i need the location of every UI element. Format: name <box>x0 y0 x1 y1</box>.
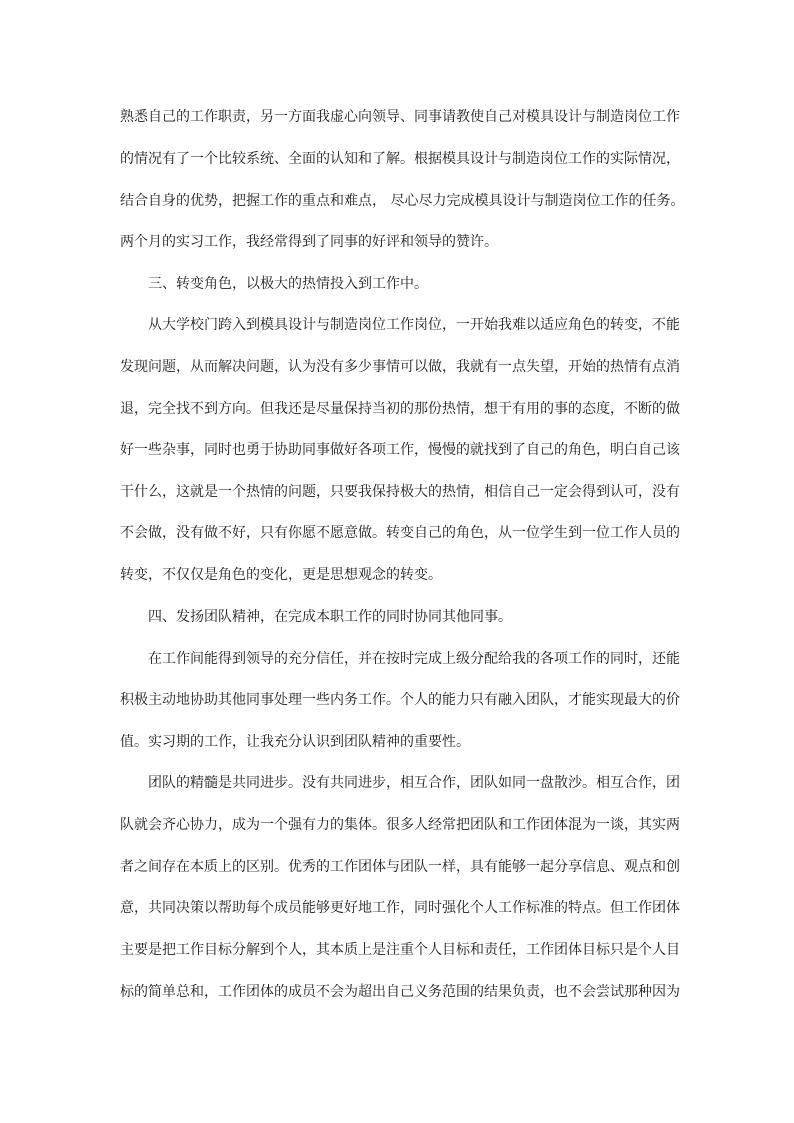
paragraph-line: 退，完全找不到方向。但我还是尽量保持当初的那份热情，想干有用的事的态度，不断的做 <box>120 401 680 417</box>
paragraph-line: 团队的精髓是共同进步。没有共同进步，相互合作，团队如同一盘散沙。相互合作，团 <box>148 775 680 791</box>
paragraph-line: 主要是把工作目标分解到个人，其本质上是注重个人目标和责任，工作团体目标只是个人目 <box>120 942 680 958</box>
paragraph-line: 干什么，这就是一个热情的问题，只要我保持极大的热情，相信自己一定会得到认可，没有 <box>120 484 680 500</box>
paragraph-line: 结合自身的优势，把握工作的重点和难点， 尽心尽力完成模具设计与制造岗位工作的任务。 <box>120 193 685 209</box>
paragraph-line: 好一些杂事，同时也勇于协助同事做好各项工作，慢慢的就找到了自己的角色，明白自己该 <box>120 442 680 458</box>
paragraph-line: 发现问题，从而解决问题，认为没有多少事情可以做，我就有一点失望，开始的热情有点消 <box>120 359 680 375</box>
paragraph-line: 意，共同决策以帮助每个成员能够更好地工作，同时强化个人工作标准的特点。但工作团体 <box>120 900 680 916</box>
paragraph-line: 积极主动地协助其他同事处理一些内务工作。个人的能力只有融入团队，才能实现最大的价 <box>120 692 680 708</box>
paragraph-line: 两个月的实习工作，我经常得到了同事的好评和领导的赞许。 <box>120 234 498 250</box>
paragraph-line: 在工作间能得到领导的充分信任，并在按时完成上级分配给我的各项工作的同时，还能 <box>148 651 680 667</box>
section-heading: 三、转变角色，以极大的热情投入到工作中。 <box>148 276 428 292</box>
paragraph-line: 熟悉自己的工作职责，另一方面我虚心向领导、同事请教使自己对模具设计与制造岗位工作 <box>120 109 680 125</box>
paragraph-line: 值。实习期的工作，让我充分认识到团队精神的重要性。 <box>120 734 470 750</box>
paragraph-line: 者之间存在本质上的区别。优秀的工作团体与团队一样，具有能够一起分享信息、观点和创 <box>120 859 680 875</box>
paragraph-line: 队就会齐心协力，成为一个强有力的集体。很多人经常把团队和工作团体混为一谈，其实两 <box>120 817 680 833</box>
paragraph-line: 转变，不仅仅是角色的变化，更是思想观念的转变。 <box>120 567 442 583</box>
paragraph-line: 从大学校门跨入到模具设计与制造岗位工作岗位，一开始我难以适应角色的转变，不能 <box>148 317 680 333</box>
paragraph-line: 的情况有了一个比较系统、全面的认知和了解。根据模具设计与制造岗位工作的实际情况， <box>120 151 680 167</box>
paragraph-line: 标的简单总和，工作团体的成员不会为超出自己义务范围的结果负责，也不会尝试那种因为 <box>120 984 680 1000</box>
paragraph-line: 不会做，没有做不好，只有你愿不愿意做。转变自己的角色，从一位学生到一位工作人员的 <box>120 525 680 541</box>
section-heading: 四、发扬团队精神，在完成本职工作的同时协同其他同事。 <box>148 609 512 625</box>
